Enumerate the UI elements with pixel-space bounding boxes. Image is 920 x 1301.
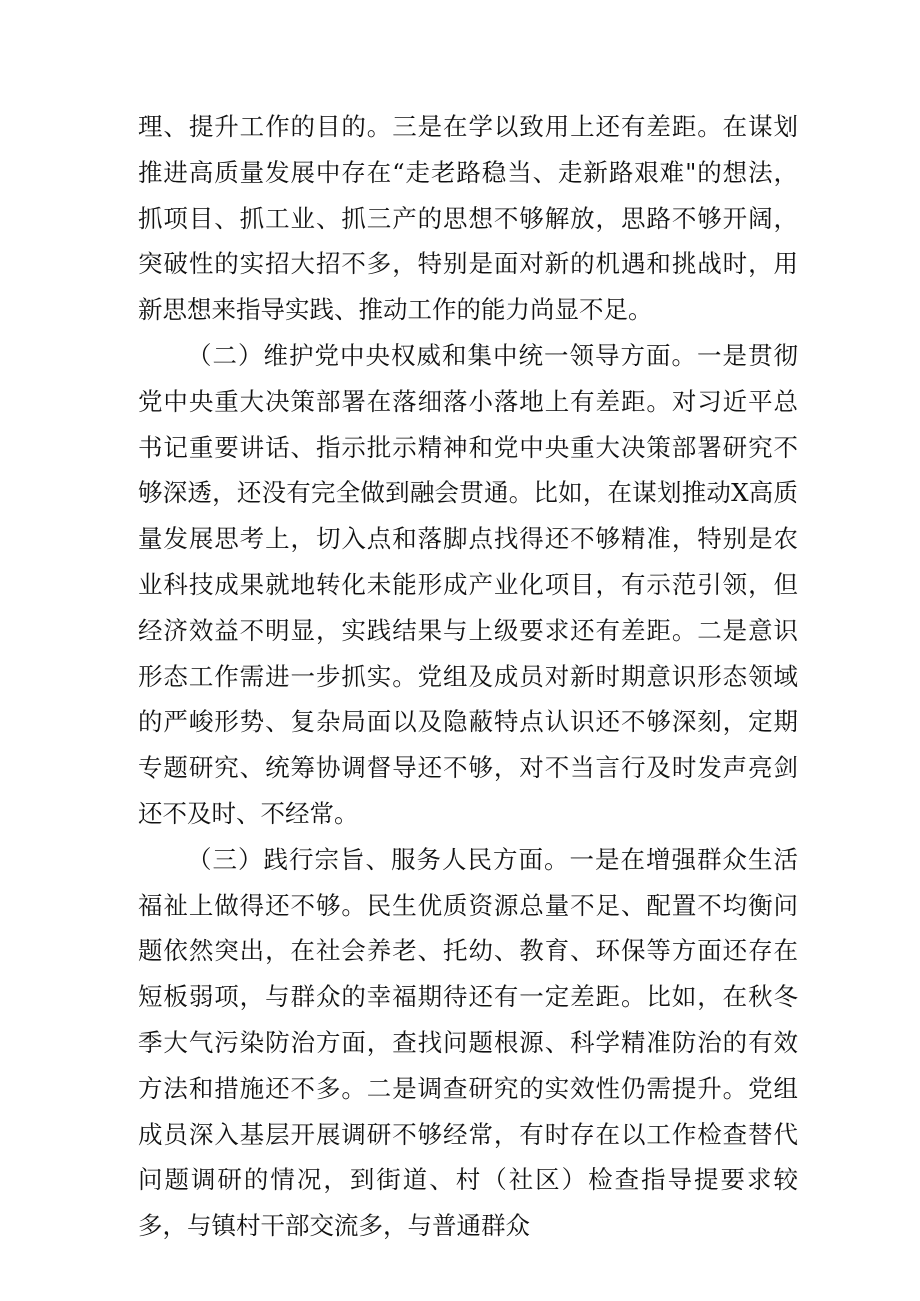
paragraph-continuation: 理、提升工作的目的。三是在学以致用上还有差距。在谋划推进高质量发展中存在“走老路稳当、走新路艰难"的想法，抓项目、抓工业、抓三产的思想不够解放，思路不够开阔，突破性的实招大招不多，特别是面对新的机遇和挑战时，用新思想来指导实践、推动工作的能力尚显不足。: [138, 112, 798, 325]
paragraph-section-two: （二）维护党中央权威和集中统一领导方面。一是贯彻党中央重大决策部署在落细落小落地上有差距。对习近平总书记重要讲话、指示批示精神和党中央重大决策部署研究不够深透，还没有完全做到融会贯通。比如，在谋划推动X高质量发展思考上，切入点和落脚点找得还不够精准，特别是农业科技成果就地转化未能形成产业化项目，有示范引领，但经济效益不明显，实践结果与上级要求还有差距。二是意识形态工作需进一步抓实。党组及成员对新时期意识形态领域的严峻形势、复杂局面以及隐蔽特点认识还不够深刻，定期专题研究、统筹协调督导还不够，对不当言行及时发声亮剑还不及时、不经常。: [138, 340, 798, 828]
document-body: [138, 104, 798, 1249]
paragraph-section-three: （三）践行宗旨、服务人民方面。一是在增强群众生活福祉上做得还不够。民生优质资源总量不足、配置不均衡问题依然突出，在社会养老、托幼、教育、环保等方面还存在短板弱项，与群众的幸福期待还有一定差距。比如，在秋冬季大气污染防治方面，查找问题根源、科学精准防治的有效方法和措施还不多。二是调查研究的实效性仍需提升。党组成员深入基层开展调研不够经常，有时存在以工作检查替代问题调研的情况，到街道、村（社区）检查指导提要求较多，与镇村干部交流多，与普通群众: [138, 844, 798, 1241]
